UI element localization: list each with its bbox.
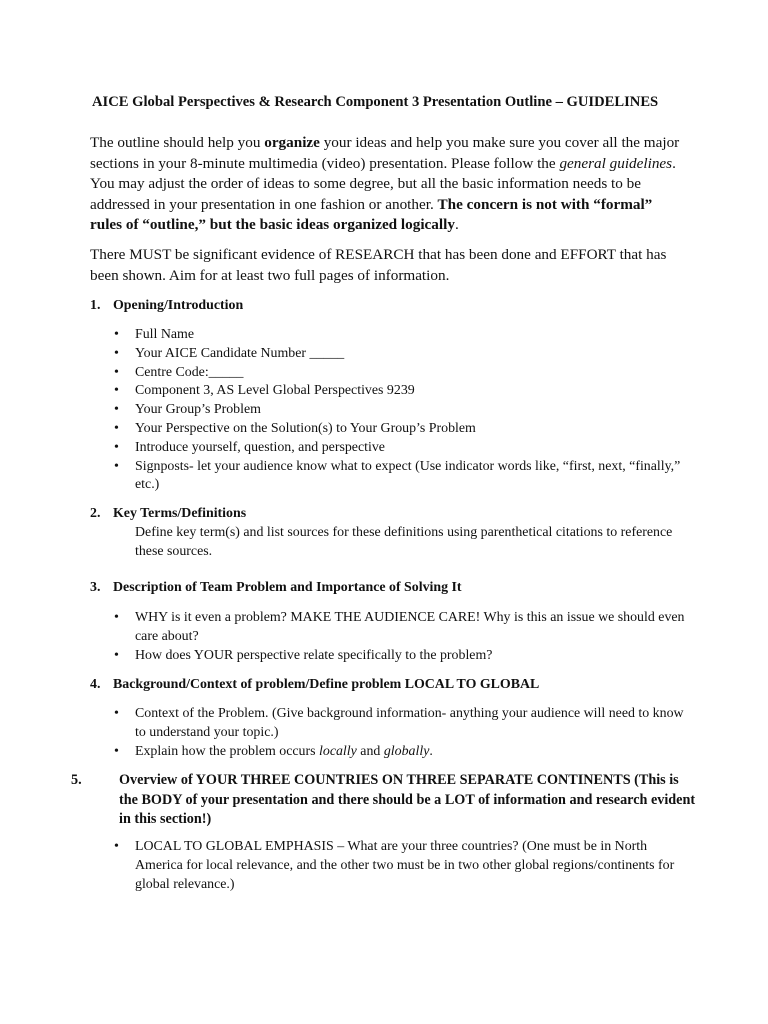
document-title: AICE Global Perspectives & Research Component 3 Presentation Outline – GUIDELINES <box>92 94 659 110</box>
section-heading-3 <box>90 580 462 596</box>
section-title: Opening/Introduction <box>113 298 244 313</box>
list-item: • WHY is it even a problem? MAKE THE AUDIENCE CARE! Why is this an issue we should even care about? <box>135 609 690 647</box>
organize-emphasis: organize <box>264 134 320 151</box>
section-1-list <box>135 326 690 495</box>
list-item: • Signposts- let your audience know what to expect (Use indicator words like, “first, next, “finally,” etc.) <box>135 458 690 496</box>
section-heading-1 <box>90 298 243 314</box>
locally-emphasis: locally <box>319 743 357 759</box>
intro-paragraph-1 <box>90 133 680 236</box>
list-item: • Introduce yourself, question, and perspective <box>135 439 690 458</box>
section-5-list <box>135 838 690 894</box>
list-item: • Centre Code:_____ <box>135 364 690 383</box>
general-guidelines-emphasis: general guidelines <box>559 154 673 172</box>
list-item-text: . <box>429 743 433 759</box>
list-item: • Your AICE Candidate Number _____ <box>135 345 690 364</box>
section-number: 2. <box>90 506 101 521</box>
intro-text: The outline should help you <box>90 134 265 151</box>
list-item: • Context of the Problem. (Give background information- anything your audience will need to know to understand your topic.) <box>135 705 690 743</box>
section-number: 3. <box>90 580 101 595</box>
section-4-list <box>135 705 690 761</box>
intro-paragraph-2: There MUST be significant evidence of RESEARCH that has been done and EFFORT that has been shown. Aim for at least two full pages of information. <box>90 246 667 284</box>
list-item: • Your Group’s Problem <box>135 401 690 420</box>
section-heading-4 <box>90 677 539 693</box>
section-number: 5. <box>71 772 82 788</box>
section-number: 1. <box>90 298 101 313</box>
section-heading-5 <box>71 771 699 830</box>
list-item: • LOCAL TO GLOBAL EMPHASIS – What are your three countries? (One must be in North America for local relevance, and the other two must be in two other global regions/continents for global relevance.) <box>135 838 690 894</box>
intro-text: your ideas and help you make sure you cover all the major sections in your 8-minute multimedia (video) presentation. Please follow the <box>90 134 680 172</box>
list-item-text: and <box>356 743 384 759</box>
intro-text: . You may adjust the order of ideas to some degree, but all the basic information needs to be addressed in your presentation in one fashion or another. <box>90 154 676 213</box>
list-item <box>135 743 690 762</box>
section-title: Background/Context of problem/Define problem LOCAL TO GLOBAL <box>113 677 540 692</box>
section-2-text: Define key term(s) and list sources for these definitions using parenthetical citations to reference these sources. <box>135 525 673 559</box>
list-item: • Component 3, AS Level Global Perspectives 9239 <box>135 382 690 401</box>
intro-text: . <box>454 216 459 233</box>
section-number: 4. <box>90 677 101 692</box>
section-heading-2 <box>90 506 246 522</box>
section-title: Description of Team Problem and Importance of Solving It <box>113 580 462 595</box>
section-title: Key Terms/Definitions <box>113 506 247 521</box>
list-item-text: Explain how the problem occurs <box>135 743 320 759</box>
list-item: • Your Perspective on the Solution(s) to Your Group’s Problem <box>135 420 690 439</box>
section-title: Overview of YOUR THREE COUNTRIES ON THREE SEPARATE CONTINENTS (This is the BODY of your presentation and there should be a LOT of information and research evident in this section!) <box>119 772 696 827</box>
globally-emphasis: globally <box>383 743 430 759</box>
list-item: • How does YOUR perspective relate specifically to the problem? <box>135 647 690 666</box>
section-3-list <box>135 609 690 665</box>
list-item: • Full Name <box>135 326 690 345</box>
concern-emphasis: The concern is not with “formal” rules of “outline,” but the basic ideas organized logically <box>90 195 653 233</box>
